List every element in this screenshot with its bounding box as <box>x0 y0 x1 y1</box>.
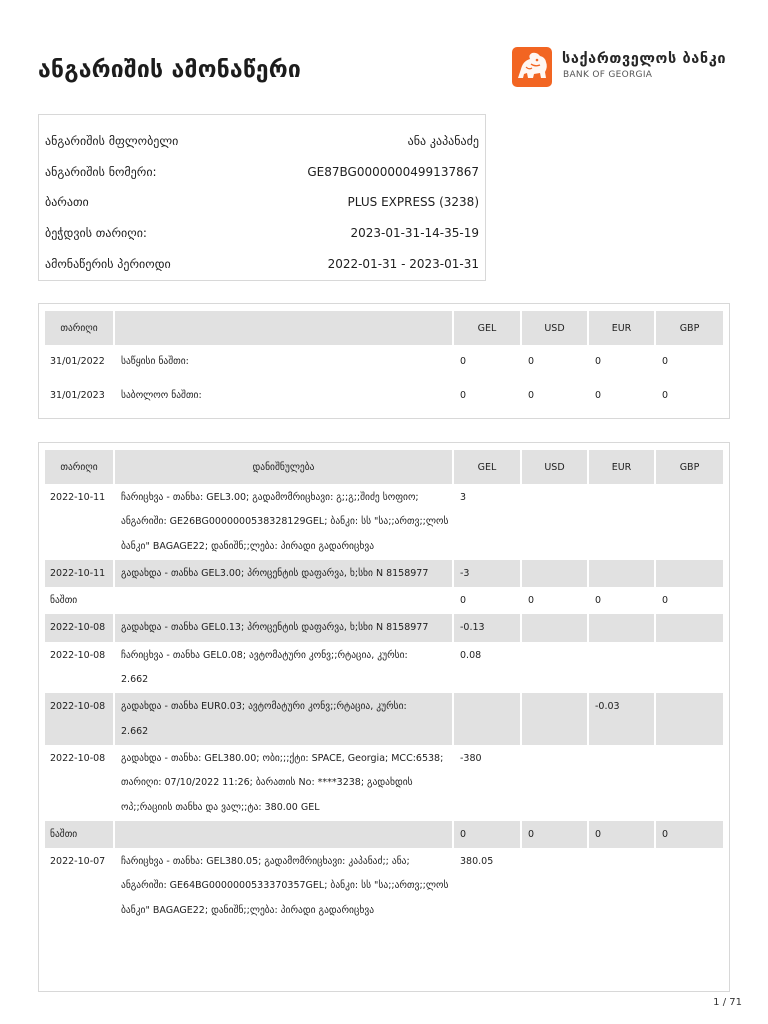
cell-date <box>45 693 114 745</box>
cell-gel <box>453 693 521 745</box>
cell-purpose <box>114 693 453 745</box>
cell-gel <box>453 484 521 560</box>
purpose-line: თარიღი: 07/10/2022 11:26; ბარათის No: ****3238; გადახდის <box>121 777 413 789</box>
cell-date <box>45 587 114 614</box>
balance-summary-table <box>45 311 723 413</box>
cell-gbp <box>655 848 723 924</box>
page-number: 1 / 71 <box>713 997 742 1008</box>
cell-date <box>45 848 114 924</box>
info-row-period <box>39 257 485 277</box>
cell-eur <box>588 614 655 641</box>
cell-eur-text <box>595 747 654 771</box>
purpose-line: ბანკი" BAGAGE22; დანიშნ;;ლება: პირადი გადარიცხვა <box>121 904 375 916</box>
cell-eur-text <box>595 850 654 874</box>
cell-usd <box>521 642 588 694</box>
cell-date-text: 2022-10-08 <box>50 649 106 661</box>
cell-gel-text: 380.05 <box>460 856 494 868</box>
table-row <box>45 379 723 413</box>
cell-eur-text: 0 <box>595 595 602 607</box>
cell-gbp <box>655 484 723 560</box>
purpose-line: ჩარიცხვა - თანხა: GEL3.00; გადამომრიცხავი: გ;;გ;;შიძე სოფიო; <box>121 492 419 503</box>
logo-text-georgian: საქართველოს ბანკი <box>562 51 727 67</box>
table-row <box>45 345 723 379</box>
page-title: ანგარიშის ამონაწერი <box>38 57 302 83</box>
info-label: ანგარიშის ნომერი: <box>45 165 157 179</box>
cell-date <box>45 642 114 694</box>
info-row-print-date <box>39 226 485 246</box>
cell-usd: 0 <box>521 379 588 413</box>
purpose-line: ოპ;;რაციის თანხა და ვალ;;ტა: 380.00 GEL <box>121 801 320 813</box>
cell-date-text: 2022-10-11 <box>50 492 106 503</box>
cell-date-text: 2022-10-08 <box>50 622 106 634</box>
cell-usd <box>521 745 588 821</box>
purpose-line: 2.662 <box>121 674 149 686</box>
cell-date <box>45 560 114 587</box>
cell-date <box>45 614 114 641</box>
lion-logo-icon <box>512 47 552 87</box>
purpose-line: გადახდა - თანხა GEL3.00; პროცენტის დაფარვა, ხ;სხი N 8158977 <box>121 567 429 579</box>
cell-usd <box>521 614 588 641</box>
cell-gbp-text <box>662 644 723 668</box>
cell-usd-text <box>528 850 587 874</box>
column-header-eur: EUR <box>588 450 655 484</box>
cell-description: საბოლოო ნაშთი: <box>114 379 453 413</box>
table-row <box>45 693 723 745</box>
cell-eur <box>588 848 655 924</box>
info-value: GE87BG0000000499137867 <box>307 165 479 179</box>
cell-gbp-text: 0 <box>662 828 669 840</box>
cell-usd-text: 0 <box>528 828 535 840</box>
cell-gbp-text <box>662 486 723 510</box>
transactions-table <box>45 450 723 924</box>
cell-gel <box>453 821 521 848</box>
cell-description: საწყისი ნაშთი: <box>114 345 453 379</box>
purpose-line: ანგარიში: GE26BG0000000538328129GEL; ბანკი: სს "სა;;ართვ;;ლოს <box>121 516 449 528</box>
purpose-line: ანგარიში: GE64BG0000000533370357GEL; ბანკი: სს "სა;;ართვ;;ლოს <box>121 880 449 892</box>
column-header-gel: GEL <box>453 311 521 345</box>
cell-date-text: 2022-10-11 <box>50 567 106 579</box>
info-row-owner <box>39 134 485 154</box>
table-row <box>45 614 723 641</box>
cell-date: 31/01/2023 <box>45 379 114 413</box>
info-row-account-number <box>39 165 485 185</box>
cell-gbp <box>655 560 723 587</box>
cell-gbp-text <box>662 562 723 586</box>
cell-usd <box>521 587 588 614</box>
purpose-line: ბანკი" BAGAGE22; დანიშნ;;ლება: პირადი გადარიცხვა <box>121 540 375 552</box>
info-value: 2023-01-31-14-35-19 <box>350 226 479 240</box>
cell-gel-text: -380 <box>460 752 482 764</box>
cell-usd-text <box>528 644 587 668</box>
table-row <box>45 560 723 587</box>
cell-purpose <box>114 614 453 641</box>
cell-purpose <box>114 560 453 587</box>
cell-eur-text <box>595 644 654 668</box>
cell-eur: 0 <box>588 345 655 379</box>
cell-usd-text <box>528 486 587 510</box>
cell-eur <box>588 484 655 560</box>
cell-eur-text: 0 <box>595 828 602 840</box>
cell-eur <box>588 560 655 587</box>
logo-text-english: BANK OF GEORGIA <box>563 70 653 80</box>
column-header-gbp: GBP <box>655 311 723 345</box>
table-row <box>45 821 723 848</box>
cell-gbp: 0 <box>662 356 669 367</box>
cell-usd-text <box>528 562 587 586</box>
bank-logo <box>512 47 734 87</box>
cell-eur <box>588 821 655 848</box>
cell-gbp-text <box>662 695 723 719</box>
balance-summary-box <box>38 303 730 419</box>
column-header-date: თარიღი <box>45 450 114 484</box>
cell-gel-text: -0.13 <box>460 622 485 634</box>
cell-gbp-text: 0 <box>662 595 669 607</box>
table-row <box>45 848 723 924</box>
cell-gel-text: -3 <box>460 567 470 579</box>
cell-gel-text: 0 <box>460 828 467 840</box>
account-info-box <box>38 114 486 281</box>
cell-date <box>45 821 114 848</box>
cell-date-text: 2022-10-08 <box>50 701 106 713</box>
info-label: ამონაწერის პერიოდი <box>45 257 171 271</box>
column-header-date: თარიღი <box>45 311 114 345</box>
table-row <box>45 745 723 821</box>
column-header-purpose: დანიშნულება <box>114 450 453 484</box>
cell-date <box>45 484 114 560</box>
cell-gbp <box>655 821 723 848</box>
cell-date: 31/01/2022 <box>45 345 114 379</box>
cell-gel-text: 0.08 <box>460 649 482 661</box>
cell-usd-text <box>528 616 587 640</box>
cell-purpose <box>114 745 453 821</box>
cell-eur <box>588 642 655 694</box>
column-header-description <box>114 311 453 345</box>
cell-gbp <box>655 614 723 641</box>
info-row-card <box>39 195 485 215</box>
purpose-line: გადახდა - თანხა GEL0.13; პროცენტის დაფარვა, ხ;სხი N 8158977 <box>121 622 429 634</box>
cell-eur-text <box>595 486 654 510</box>
table-header-row <box>45 450 723 484</box>
cell-usd-text <box>528 695 587 719</box>
cell-gbp-text <box>662 616 723 640</box>
info-value: ანა კაპანაძე <box>407 134 479 148</box>
info-label: ანგარიშის მფლობელი <box>45 134 179 148</box>
cell-purpose <box>114 821 453 848</box>
cell-date-text: ნაშთი <box>50 828 78 840</box>
cell-gel-text: 0 <box>460 595 467 607</box>
info-label: ბეჭდვის თარიღი: <box>45 226 147 240</box>
cell-usd <box>521 848 588 924</box>
cell-date-text: 2022-10-07 <box>50 856 106 868</box>
cell-date <box>45 745 114 821</box>
cell-gel <box>453 745 521 821</box>
cell-usd: 0 <box>521 345 588 379</box>
cell-date-text: ნაშთი <box>50 595 78 607</box>
transactions-box <box>38 442 730 992</box>
cell-gbp <box>655 642 723 694</box>
table-row <box>45 642 723 694</box>
column-header-gel: GEL <box>453 450 521 484</box>
cell-gbp <box>655 587 723 614</box>
purpose-line: გადახდა - თანხა: GEL380.00; ობი;;;ქტი: SPACE, Georgia; MCC:6538; <box>121 752 444 764</box>
purpose-line <box>121 823 452 847</box>
purpose-line: ჩარიცხვა - თანხა: GEL380.05; გადამომრიცხავი: კაპანაძ;; ანა; <box>121 856 410 868</box>
cell-gel-text: 3 <box>460 492 467 503</box>
cell-eur <box>588 693 655 745</box>
column-header-usd: USD <box>521 311 588 345</box>
column-header-usd: USD <box>521 450 588 484</box>
info-value: 2022-01-31 - 2023-01-31 <box>327 257 479 271</box>
cell-gel <box>453 614 521 641</box>
cell-eur: 0 <box>588 379 655 413</box>
cell-usd-text: 0 <box>528 595 535 607</box>
purpose-line: 2.662 <box>121 725 149 737</box>
cell-eur-text <box>595 616 654 640</box>
cell-purpose <box>114 484 453 560</box>
purpose-line <box>121 589 452 613</box>
cell-usd <box>521 484 588 560</box>
table-row <box>45 484 723 560</box>
cell-usd <box>521 560 588 587</box>
cell-gel <box>453 560 521 587</box>
cell-gel-text <box>460 695 520 719</box>
cell-gbp <box>655 693 723 745</box>
column-header-gbp: GBP <box>655 450 723 484</box>
cell-usd <box>521 821 588 848</box>
column-header-eur: EUR <box>588 311 655 345</box>
cell-eur-text <box>595 562 654 586</box>
purpose-line: ჩარიცხვა - თანხა GEL0.08; ავტომატური კონვ;;რტაცია, კურსი: <box>121 649 408 661</box>
cell-eur <box>588 587 655 614</box>
info-label: ბარათი <box>45 195 89 209</box>
table-row <box>45 587 723 614</box>
cell-usd-text <box>528 747 587 771</box>
cell-gbp: 0 <box>662 390 669 401</box>
cell-gbp-text <box>662 747 723 771</box>
info-value: PLUS EXPRESS (3238) <box>347 195 479 209</box>
cell-purpose <box>114 642 453 694</box>
cell-gel: 0 <box>453 345 521 379</box>
cell-gel <box>453 642 521 694</box>
cell-gbp-text <box>662 850 723 874</box>
cell-eur-text: -0.03 <box>595 701 620 713</box>
cell-gel <box>453 848 521 924</box>
cell-purpose <box>114 587 453 614</box>
cell-purpose <box>114 848 453 924</box>
cell-gbp <box>655 745 723 821</box>
cell-gel <box>453 587 521 614</box>
cell-eur <box>588 745 655 821</box>
table-header-row <box>45 311 723 345</box>
cell-usd <box>521 693 588 745</box>
cell-date-text: 2022-10-08 <box>50 752 106 764</box>
purpose-line: გადახდა - თანხა EUR0.03; ავტომატური კონვ;;რტაცია, კურსი: <box>121 701 407 713</box>
cell-gel: 0 <box>453 379 521 413</box>
